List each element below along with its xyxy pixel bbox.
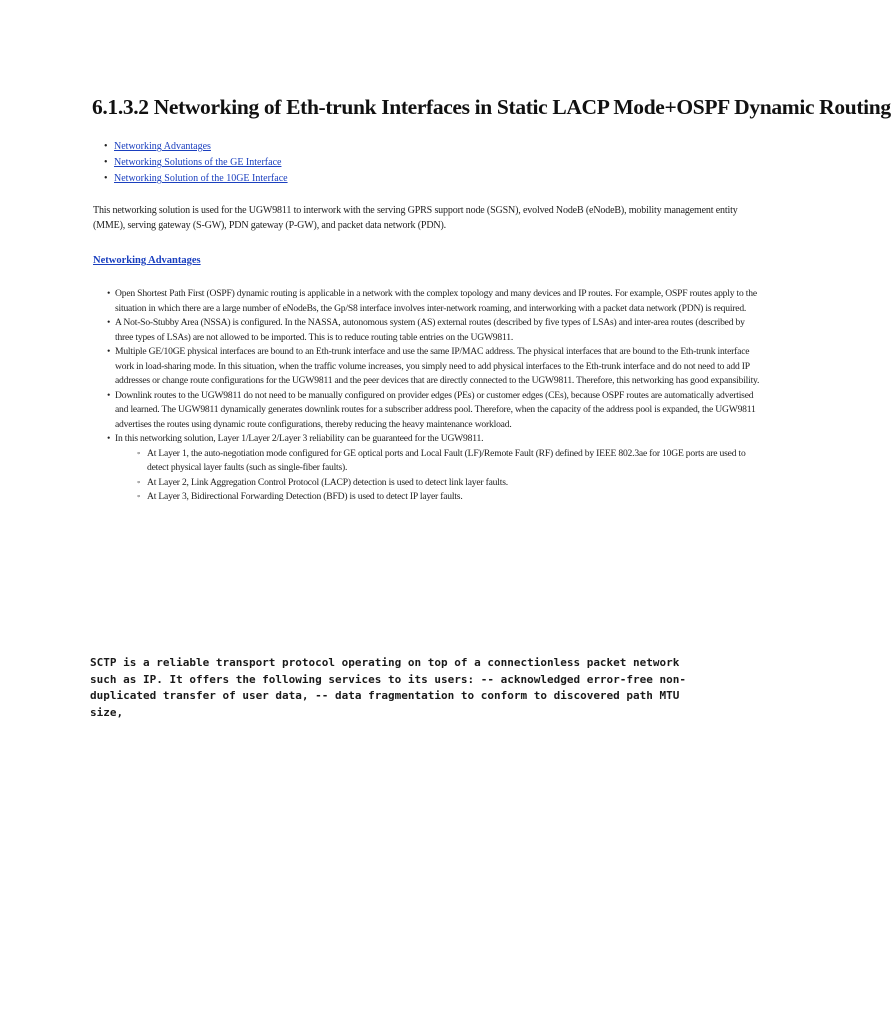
sctp-description-paragraph: SCTP is a reliable transport protocol operating on top of a connectionless packet network such as IP. It offers the following services to its users: -- acknowledged error-free non-duplicated transfer of user data, -- data fragmentation to conform to discovered path MTU size, — [90, 656, 687, 719]
advantage-text: Multiple GE/10GE physical interfaces are bound to an Eth-trunk interface and use the same IP/MAC address. The physical interfaces that are bound to the Eth-trunk interface work in load-sharing mode. In this situation, when the traffic volume increases, you simply need to add physical interfaces to the Eth-trunk interface and do not need to add IP addresses or change route configurations for the UGW9811 and the peer devices that are directly connected to the UGW9811. Therefore, this networking has good expansibility. — [115, 346, 760, 386]
toc-link-networking-advantages[interactable]: Networking Advantages — [114, 141, 211, 152]
advantage-text: Downlink routes to the UGW9811 do not need to be manually configured on provider edges (PEs) or customer edges (CEs), because OSPF routes are automatically advertised and learned. The UGW9811 dynamically generates downlink routes for a subscriber address pool. Therefore, when the capacity of the address pool is expanded, the UGW9811 advertises the routes using dynamic route configurations, thereby reducing the heavy maintenance workload. — [115, 389, 756, 430]
page-title: 6.1.3.2 Networking of Eth-trunk Interfaces in Static LACP Mode+OSPF Dynamic Routing — [92, 95, 891, 119]
toc-item-10ge-interface — [104, 171, 288, 187]
toc-link-10ge-interface[interactable]: Networking Solution of the 10GE Interface — [114, 173, 288, 184]
reliability-item — [137, 476, 753, 491]
toc-link-list — [104, 139, 288, 187]
advantage-item — [107, 389, 763, 433]
reliability-text: At Layer 2, Link Aggregation Control Protocol (LACP) detection is used to detect link layer faults. — [147, 476, 508, 488]
advantage-text: In this networking solution, Layer 1/Layer 2/Layer 3 reliability can be guaranteed for the UGW9811. — [115, 433, 484, 444]
reliability-item — [137, 447, 753, 476]
toc-item-ge-interface — [104, 155, 288, 171]
toc-link-ge-interface[interactable]: Networking Solutions of the GE Interface — [114, 157, 282, 168]
advantages-list — [107, 287, 763, 505]
advantage-item — [107, 287, 763, 316]
advantage-item — [107, 345, 763, 389]
advantage-item — [107, 316, 763, 345]
toc-item-networking-advantages — [104, 139, 288, 155]
reliability-sublist — [115, 447, 763, 505]
reliability-item — [137, 490, 753, 505]
advantage-text: Open Shortest Path First (OSPF) dynamic routing is applicable in a network with the complex topology and many devices and IP routes. For example, OSPF routes apply to the situation in which there are a large number of eNodeBs, the Gp/S8 interface involves inter-network roaming, and interworking with a packet data network (PDN) is required. — [115, 288, 757, 314]
advantage-text: A Not-So-Stubby Area (NSSA) is configured. In the NASSA, autonomous system (AS) external routes (described by five types of LSAs) and inter-area routes (described by three types of LSAs) are not allowed to be imported. This is to reduce routing table entries on the UGW9811. — [115, 317, 745, 343]
advantage-item — [107, 432, 763, 505]
section-heading-networking-advantages — [93, 253, 201, 269]
intro-paragraph: This networking solution is used for the UGW9811 to interwork with the serving GPRS support node (SGSN), evolved NodeB (eNodeB), mobility management entity (MME), serving gateway (S-GW), PDN gateway (P-GW), and packet data network (PDN). — [93, 205, 738, 231]
reliability-text: At Layer 3, Bidirectional Forwarding Detection (BFD) is used to detect IP layer faults. — [147, 491, 463, 502]
section-heading-link[interactable]: Networking Advantages — [93, 255, 201, 266]
reliability-text: At Layer 1, the auto-negotiation mode configured for GE optical ports and Local Fault (LF)/Remote Fault (RF) defined by IEEE 802.3ae for 10GE ports are used to detect physical layer faults (such as single-fiber faults). — [147, 447, 746, 473]
